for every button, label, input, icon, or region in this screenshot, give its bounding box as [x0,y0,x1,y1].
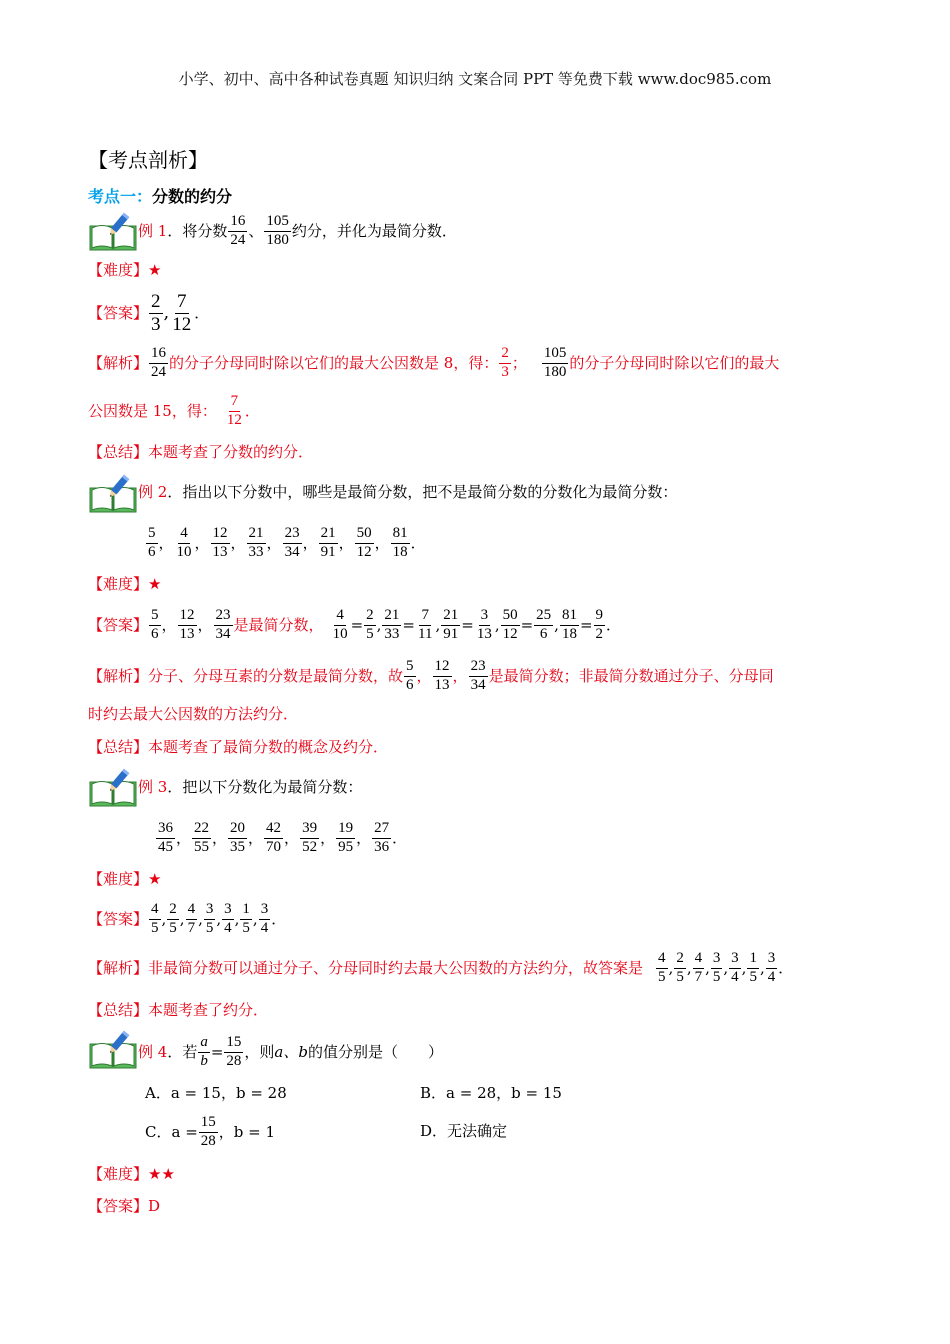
ex3-question: 例 3 ．把以下分数化为最简分数： [138,778,363,796]
ex2-summary: 【总结】 本题考查了最简分数的概念及约分． [88,738,389,756]
ex1-label: 例 1 [138,221,168,240]
ex3-fraction-list: $\frac{36}{45}$ ， $\frac{22}{55}$ ， $\frac{20}{35}$ ， $\frac{42}{70}$ ， $\frac{39}{52}$ ， $\frac{19}{95}$ ， $\frac{27}{36}$ ． [158,819,408,855]
kaodian-heading [88,184,232,207]
ex3-answer: 【答案】 $\frac{4}{5}$ , $\frac{2}{5}$ , $\frac{4}{7}$ , $\frac{3}{5}$ , $\frac{3}{4}$ , $\frac{1}{5}$ , $\frac{3}{4}$ ． [88,900,287,936]
ex2-question: 例 2 ．指出以下分数中，哪些是最简分数，把不是最简分数的分数化为最简分数： [138,483,678,501]
ex1-analysis-1: 【解析】 $\frac{16}{24}$ 的分子分母同时除以它们的最大公因数是 8，得： $\frac{2}{3}$ ； $\frac{105}{180}$ 的分子分母同时除以它们的最大 [88,344,780,380]
ex1-an-frac-4: $\frac{7}{12}$ [226,392,242,428]
ex3-summary: 【总结】 本题考查了约分． [88,1001,269,1019]
ex1-ans-frac-1: $\frac{2}{3}$ [151,290,161,335]
ex2-difficulty: 【难度】 ★ [88,575,162,593]
ex1-frac-1: $\frac{16}{24}$ [230,212,246,248]
book-pencil-icon [88,474,138,514]
ex4-answer: 【答案】 D [88,1197,161,1215]
ex1-ans-frac-2: $\frac{7}{12}$ [172,290,192,335]
book-pencil-icon [88,212,138,252]
ex1-difficulty: 【难度】 ★ [88,261,162,279]
ex1-analysis-2: 公因数是 15，得： $\frac{7}{12}$ ． [88,392,260,428]
ex1-frac-2: $\frac{105}{180}$ [266,212,289,248]
ex4-option-b: B．a = 28，b = 15 [420,1084,562,1102]
book-pencil-icon [88,768,138,808]
ex1-an-frac-3: $\frac{105}{180}$ [543,344,567,380]
page-header: 小学、初中、高中各种试卷真题 知识归纳 文案合同 PPT 等免费下载 www.doc985.com [178,70,772,88]
ex1-an-frac-1: $\frac{16}{24}$ [151,344,167,380]
ex2-fraction-list: $\frac{5}{6}$ ， $\frac{4}{10}$ ， $\frac{12}{13}$ ， $\frac{21}{33}$ ， $\frac{23}{34}$ ， $\frac{21}{91}$ ， $\frac{50}{12}$ ， $\frac{81}{18}$ ． [148,524,426,560]
ex4-difficulty: 【难度】 ★★ [88,1165,175,1183]
section-title: 【考点剖析】 [88,148,208,172]
kaodian-title: 分数的约分 [152,187,233,206]
ex1-text-after: 约分，并化为最简分数． [291,221,457,240]
ex4-option-a: A．a = 15，b = 28 [145,1084,287,1102]
ex1-question [138,210,457,252]
ex1-an-frac-2: $\frac{2}{3}$ [501,344,509,380]
ex3-analysis: 【解析】 非最简分数可以通过分子、分母同时约去最大公因数的方法约分，故答案是 $\frac{4}{5}$ , $\frac{2}{5}$ , $\frac{4}{7}$ , $\frac{3}{5}$ , $\frac{3}{4}$ , $\frac{1}{5}$ , $\frac{3}{4}$ ． [88,949,794,985]
ex1-sep: 、 [248,221,264,240]
ex1-answer: 【答案】 $\frac{2}{3}$ , $\frac{7}{12}$ ． [88,290,210,335]
kaodian-label: 考点一： [88,187,153,206]
ex1-summary: 【总结】 本题考查了分数的约分． [88,443,314,461]
ex4-question: 例 4 ．若 $\frac{a}{b}$ = $\frac{15}{28}$ ，则 a、b 的值分别是（ ） [138,1033,443,1069]
ex3-difficulty: 【难度】 ★ [88,870,162,888]
book-pencil-icon [88,1030,138,1070]
ex2-analysis-2: 时约去最大公因数的方法约分． [88,705,299,723]
ex2-answer: 【答案】 $\frac{5}{6}$ ， $\frac{12}{13}$ ， $\frac{23}{34}$ 是最简分数， $\frac{4}{10}$ = $\frac{2}{5}$ , $\frac{21}{33}$ = $\frac{7}{11}$ , $\frac{21}{91}$ = $\frac{3}{13}$ , $\frac{50}{12}$ = $\frac{25}{6}$ , $\frac{81}{18}$ = $\frac{9}{2}$ ． [88,606,622,642]
ex4-option-d: D．无法确定 [420,1122,508,1140]
ex1-text-before: ．将分数 [167,221,228,240]
ex4-option-c: C．a = $\frac{15}{28}$ ，b = 1 [145,1113,276,1149]
ex2-analysis-1: 【解析】 分子、分母互素的分数是最简分数，故 $\frac{5}{6}$ ， $\frac{12}{13}$ ， $\frac{23}{34}$ 是最简分数；非最简分数通过分子、分母同 [88,657,774,693]
